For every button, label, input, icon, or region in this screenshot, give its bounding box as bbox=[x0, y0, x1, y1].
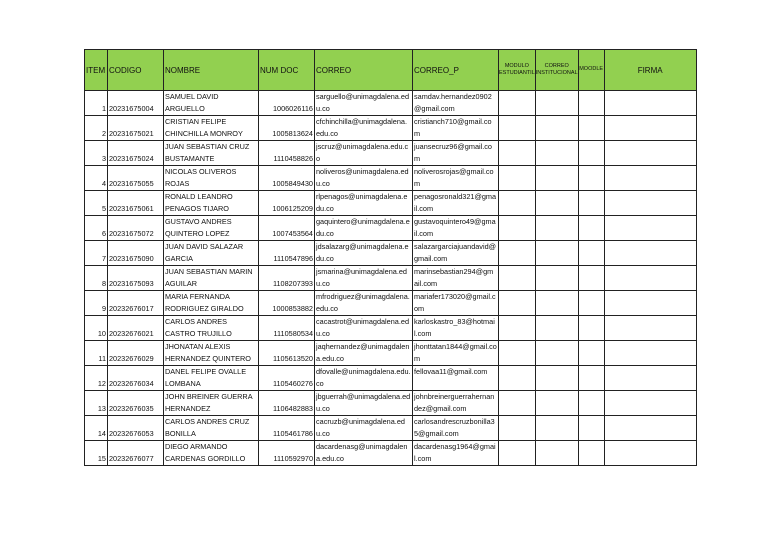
nombre-line-1: JUAN SEBASTIAN CRUZ bbox=[165, 142, 250, 151]
table-body bbox=[85, 91, 697, 466]
modulo-cell bbox=[499, 441, 536, 466]
correo-p-value: carlosandrescruzbonilla35@gmail.com bbox=[414, 417, 495, 438]
correo-cell bbox=[315, 341, 413, 366]
nombre-line-1: JOHN BREINER GUERRA bbox=[165, 392, 253, 401]
correo-cell bbox=[315, 441, 413, 466]
attendance-sheet bbox=[84, 49, 697, 466]
num-doc-cell bbox=[259, 166, 315, 191]
codigo-cell bbox=[108, 266, 164, 291]
correo-institucional-cell bbox=[535, 216, 578, 241]
moodle-cell bbox=[578, 266, 604, 291]
item-value: 7 bbox=[101, 254, 106, 263]
nombre-line-2: ARGUELLO bbox=[165, 104, 205, 113]
firma-cell bbox=[604, 216, 696, 241]
table-row bbox=[85, 291, 697, 316]
modulo-cell bbox=[499, 416, 536, 441]
correo-institucional-cell bbox=[535, 141, 578, 166]
header-item: ITEM bbox=[85, 50, 108, 91]
nombre-line-2: PENAGOS TIJARO bbox=[165, 204, 229, 213]
num-doc-cell bbox=[259, 316, 315, 341]
item-value: 15 bbox=[97, 454, 106, 463]
item-value: 6 bbox=[101, 229, 106, 238]
modulo-cell bbox=[499, 216, 536, 241]
nombre-cell bbox=[164, 166, 259, 191]
item-value: 3 bbox=[101, 154, 106, 163]
moodle-cell bbox=[578, 191, 604, 216]
table-row bbox=[85, 366, 697, 391]
correo-value: noliveros@unimagdalena.edu.co bbox=[316, 167, 409, 188]
correo-cell bbox=[315, 241, 413, 266]
firma-cell bbox=[604, 291, 696, 316]
nombre-line-2: RODRIGUEZ GIRALDO bbox=[165, 304, 244, 313]
num-doc-cell bbox=[259, 416, 315, 441]
correo-p-cell bbox=[413, 216, 499, 241]
nombre-line-1: RONALD LEANDRO bbox=[165, 192, 233, 201]
codigo-cell bbox=[108, 366, 164, 391]
moodle-cell bbox=[578, 441, 604, 466]
item-cell bbox=[85, 416, 108, 441]
codigo-cell bbox=[108, 441, 164, 466]
correo-cell bbox=[315, 366, 413, 391]
item-value: 1 bbox=[101, 104, 106, 113]
correo-p-value: penagosronald321@gmail.com bbox=[414, 192, 497, 213]
codigo-cell bbox=[108, 416, 164, 441]
moodle-cell bbox=[578, 416, 604, 441]
num-doc-cell bbox=[259, 291, 315, 316]
moodle-cell bbox=[578, 141, 604, 166]
table-row bbox=[85, 241, 697, 266]
correo-p-cell bbox=[413, 366, 499, 391]
correo-p-value: gustavoquintero49@gmail.com bbox=[414, 217, 496, 238]
correo-p-value: salazargarciajuandavid@gmail.com bbox=[414, 242, 497, 263]
firma-cell bbox=[604, 366, 696, 391]
moodle-cell bbox=[578, 341, 604, 366]
correo-institucional-cell bbox=[535, 241, 578, 266]
header-correo-institucional: CORREO INSTITUCIONAL bbox=[535, 50, 578, 91]
correo-cell bbox=[315, 191, 413, 216]
codigo-value: 20231675090 bbox=[109, 254, 154, 263]
firma-cell bbox=[604, 166, 696, 191]
nombre-line-2: CASTRO TRUJILLO bbox=[165, 329, 232, 338]
correo-value: gaquintero@unimagdalena.edu.co bbox=[316, 217, 410, 238]
codigo-value: 20231675004 bbox=[109, 104, 154, 113]
codigo-cell bbox=[108, 166, 164, 191]
correo-p-value: karloskastro_83@hotmail.com bbox=[414, 317, 495, 338]
correo-cell bbox=[315, 416, 413, 441]
moodle-cell bbox=[578, 116, 604, 141]
nombre-line-2: CARDENAS GORDILLO bbox=[165, 454, 246, 463]
correo-p-value: dacardenasg1964@gmail.com bbox=[414, 442, 496, 463]
correo-p-cell bbox=[413, 341, 499, 366]
nombre-line-1: NICOLAS OLIVEROS bbox=[165, 167, 237, 176]
firma-cell bbox=[604, 341, 696, 366]
item-value: 5 bbox=[101, 204, 106, 213]
modulo-cell bbox=[499, 141, 536, 166]
table-row bbox=[85, 141, 697, 166]
codigo-cell bbox=[108, 91, 164, 116]
codigo-cell bbox=[108, 316, 164, 341]
nombre-cell bbox=[164, 441, 259, 466]
correo-p-value: marinsebastian294@gmail.com bbox=[414, 267, 494, 288]
nombre-line-2: HERNANDEZ bbox=[165, 404, 211, 413]
item-cell bbox=[85, 266, 108, 291]
nombre-line-2: AGUILAR bbox=[165, 279, 198, 288]
num-doc-value: 1105613520 bbox=[272, 354, 313, 363]
num-doc-value: 1006026116 bbox=[272, 104, 313, 113]
nombre-line-2: ROJAS bbox=[165, 179, 190, 188]
table-row bbox=[85, 266, 697, 291]
correo-p-cell bbox=[413, 441, 499, 466]
num-doc-cell bbox=[259, 141, 315, 166]
num-doc-cell bbox=[259, 241, 315, 266]
modulo-cell bbox=[499, 341, 536, 366]
item-cell bbox=[85, 91, 108, 116]
item-value: 14 bbox=[97, 429, 106, 438]
codigo-value: 20231675093 bbox=[109, 279, 154, 288]
correo-institucional-cell bbox=[535, 441, 578, 466]
correo-value: rlpenagos@unimagdalena.edu.co bbox=[316, 192, 408, 213]
modulo-cell bbox=[499, 366, 536, 391]
codigo-cell bbox=[108, 191, 164, 216]
correo-cell bbox=[315, 266, 413, 291]
firma-cell bbox=[604, 241, 696, 266]
codigo-value: 20232676029 bbox=[109, 354, 154, 363]
correo-p-value: samdav.hernandez0902@gmail.com bbox=[414, 92, 492, 113]
item-value: 2 bbox=[101, 129, 106, 138]
num-doc-value: 1105460276 bbox=[272, 379, 313, 388]
correo-p-cell bbox=[413, 116, 499, 141]
item-cell bbox=[85, 291, 108, 316]
correo-value: dfovalle@unimagdalena.edu.co bbox=[316, 367, 411, 388]
item-value: 12 bbox=[97, 379, 106, 388]
moodle-cell bbox=[578, 391, 604, 416]
nombre-line-1: CARLOS ANDRES CRUZ bbox=[165, 417, 250, 426]
nombre-line-2: BONILLA bbox=[165, 429, 196, 438]
num-doc-cell bbox=[259, 116, 315, 141]
item-cell bbox=[85, 216, 108, 241]
nombre-line-2: GARCIA bbox=[165, 254, 193, 263]
item-value: 9 bbox=[101, 304, 106, 313]
correo-value: jdsalazarg@unimagdalena.edu.co bbox=[316, 242, 409, 263]
firma-cell bbox=[604, 91, 696, 116]
nombre-cell bbox=[164, 216, 259, 241]
num-doc-value: 1005813624 bbox=[272, 129, 313, 138]
codigo-value: 20232676021 bbox=[109, 329, 154, 338]
table-row bbox=[85, 166, 697, 191]
codigo-value: 20232676034 bbox=[109, 379, 154, 388]
num-doc-value: 1106482883 bbox=[272, 404, 313, 413]
student-table bbox=[84, 49, 697, 466]
item-value: 8 bbox=[101, 279, 106, 288]
num-doc-value: 1105461786 bbox=[272, 429, 313, 438]
correo-p-cell bbox=[413, 416, 499, 441]
nombre-line-2: CHINCHILLA MONROY bbox=[165, 129, 243, 138]
nombre-cell bbox=[164, 341, 259, 366]
item-cell bbox=[85, 241, 108, 266]
codigo-value: 20232676077 bbox=[109, 454, 154, 463]
correo-p-value: jhonttatan1844@gmail.com bbox=[414, 342, 497, 363]
codigo-cell bbox=[108, 141, 164, 166]
moodle-cell bbox=[578, 91, 604, 116]
correo-value: jaqhernandez@unimagdalena.edu.co bbox=[316, 342, 410, 363]
correo-institucional-cell bbox=[535, 366, 578, 391]
correo-p-cell bbox=[413, 291, 499, 316]
correo-cell bbox=[315, 116, 413, 141]
nombre-cell bbox=[164, 91, 259, 116]
correo-p-cell bbox=[413, 241, 499, 266]
nombre-cell bbox=[164, 291, 259, 316]
codigo-cell bbox=[108, 341, 164, 366]
correo-p-value: cristianch710@gmail.com bbox=[414, 117, 492, 138]
num-doc-value: 1110458826 bbox=[273, 154, 313, 163]
correo-p-cell bbox=[413, 166, 499, 191]
num-doc-value: 1006125209 bbox=[272, 204, 313, 213]
table-row bbox=[85, 391, 697, 416]
header-nombre: NOMBRE bbox=[164, 50, 259, 91]
codigo-value: 20231675061 bbox=[109, 204, 154, 213]
header-correo-p: CORREO_P bbox=[413, 50, 499, 91]
nombre-line-1: JHONATAN ALEXIS bbox=[165, 342, 231, 351]
item-cell bbox=[85, 191, 108, 216]
correo-cell bbox=[315, 316, 413, 341]
correo-value: sarguello@unimagdalena.edu.co bbox=[316, 92, 410, 113]
nombre-line-1: MARIA FERNANDA bbox=[165, 292, 230, 301]
correo-institucional-cell bbox=[535, 191, 578, 216]
nombre-line-2: HERNANDEZ QUINTERO bbox=[165, 354, 251, 363]
num-doc-value: 1007453564 bbox=[272, 229, 313, 238]
correo-institucional-cell bbox=[535, 166, 578, 191]
num-doc-value: 1110592970 bbox=[273, 454, 313, 463]
moodle-cell bbox=[578, 316, 604, 341]
item-cell bbox=[85, 391, 108, 416]
codigo-value: 20232676017 bbox=[109, 304, 154, 313]
num-doc-value: 1005849430 bbox=[272, 179, 313, 188]
correo-value: dacardenasg@unimagdalena.edu.co bbox=[316, 442, 408, 463]
correo-p-value: noliverosrojas@gmail.com bbox=[414, 167, 494, 188]
codigo-cell bbox=[108, 241, 164, 266]
num-doc-cell bbox=[259, 191, 315, 216]
correo-p-cell bbox=[413, 266, 499, 291]
codigo-cell bbox=[108, 116, 164, 141]
codigo-value: 20232676035 bbox=[109, 404, 154, 413]
item-cell bbox=[85, 166, 108, 191]
moodle-cell bbox=[578, 166, 604, 191]
header-codigo: CODIGO bbox=[108, 50, 164, 91]
nombre-cell bbox=[164, 141, 259, 166]
correo-p-cell bbox=[413, 91, 499, 116]
moodle-cell bbox=[578, 366, 604, 391]
nombre-line-2: LOMBANA bbox=[165, 379, 201, 388]
correo-p-cell bbox=[413, 141, 499, 166]
codigo-cell bbox=[108, 216, 164, 241]
codigo-value: 20231675055 bbox=[109, 179, 154, 188]
codigo-value: 20231675021 bbox=[109, 129, 154, 138]
firma-cell bbox=[604, 266, 696, 291]
modulo-cell bbox=[499, 166, 536, 191]
nombre-line-1: DIEGO ARMANDO bbox=[165, 442, 228, 451]
correo-cell bbox=[315, 166, 413, 191]
num-doc-value: 1108207393 bbox=[272, 279, 313, 288]
item-value: 11 bbox=[98, 354, 106, 363]
firma-cell bbox=[604, 416, 696, 441]
codigo-value: 20232676053 bbox=[109, 429, 154, 438]
item-cell bbox=[85, 366, 108, 391]
nombre-line-1: DANEL FELIPE OVALLE bbox=[165, 367, 247, 376]
modulo-cell bbox=[499, 116, 536, 141]
num-doc-cell bbox=[259, 341, 315, 366]
correo-p-value: juansecruz96@gmail.com bbox=[414, 142, 492, 163]
modulo-cell bbox=[499, 391, 536, 416]
num-doc-cell bbox=[259, 366, 315, 391]
nombre-line-2: QUINTERO LOPEZ bbox=[165, 229, 230, 238]
header-num-doc: NUM DOC bbox=[259, 50, 315, 91]
moodle-cell bbox=[578, 241, 604, 266]
item-value: 13 bbox=[97, 404, 106, 413]
num-doc-cell bbox=[259, 391, 315, 416]
num-doc-cell bbox=[259, 216, 315, 241]
header-row bbox=[85, 50, 697, 91]
item-value: 4 bbox=[101, 179, 106, 188]
correo-cell bbox=[315, 216, 413, 241]
correo-value: mfrodriguez@unimagdalena.edu.co bbox=[316, 292, 410, 313]
firma-cell bbox=[604, 191, 696, 216]
modulo-cell bbox=[499, 316, 536, 341]
modulo-cell bbox=[499, 291, 536, 316]
correo-p-cell bbox=[413, 391, 499, 416]
table-row bbox=[85, 441, 697, 466]
correo-cell bbox=[315, 91, 413, 116]
nombre-line-1: GUSTAVO ANDRES bbox=[165, 217, 232, 226]
header-correo: CORREO bbox=[315, 50, 413, 91]
correo-value: cacastrot@unimagdalena.edu.co bbox=[316, 317, 409, 338]
codigo-value: 20231675072 bbox=[109, 229, 154, 238]
modulo-cell bbox=[499, 91, 536, 116]
correo-p-cell bbox=[413, 191, 499, 216]
firma-cell bbox=[604, 141, 696, 166]
num-doc-value: 1110580534 bbox=[273, 329, 313, 338]
correo-cell bbox=[315, 141, 413, 166]
modulo-cell bbox=[499, 241, 536, 266]
num-doc-cell bbox=[259, 266, 315, 291]
correo-institucional-cell bbox=[535, 266, 578, 291]
num-doc-cell bbox=[259, 441, 315, 466]
nombre-line-1: CRISTIAN FELIPE bbox=[165, 117, 227, 126]
header-moodle: MOODLE bbox=[578, 50, 604, 91]
correo-institucional-cell bbox=[535, 116, 578, 141]
nombre-line-1: CARLOS ANDRES bbox=[165, 317, 228, 326]
item-cell bbox=[85, 141, 108, 166]
correo-institucional-cell bbox=[535, 416, 578, 441]
table-row bbox=[85, 216, 697, 241]
item-cell bbox=[85, 116, 108, 141]
item-value: 10 bbox=[97, 329, 106, 338]
codigo-cell bbox=[108, 291, 164, 316]
nombre-line-1: JUAN SEBASTIAN MARIN bbox=[165, 267, 253, 276]
table-row bbox=[85, 91, 697, 116]
nombre-cell bbox=[164, 116, 259, 141]
nombre-cell bbox=[164, 391, 259, 416]
num-doc-cell bbox=[259, 91, 315, 116]
nombre-cell bbox=[164, 241, 259, 266]
correo-institucional-cell bbox=[535, 341, 578, 366]
header-firma: FIRMA bbox=[604, 50, 696, 91]
nombre-cell bbox=[164, 366, 259, 391]
correo-value: jscruz@unimagdalena.edu.co bbox=[316, 142, 409, 163]
correo-institucional-cell bbox=[535, 91, 578, 116]
nombre-line-1: JUAN DAVID SALAZAR bbox=[165, 242, 244, 251]
correo-cell bbox=[315, 391, 413, 416]
nombre-cell bbox=[164, 191, 259, 216]
correo-institucional-cell bbox=[535, 291, 578, 316]
correo-value: cacruzb@unimagdalena.edu.co bbox=[316, 417, 405, 438]
num-doc-value: 1000853882 bbox=[272, 304, 313, 313]
nombre-cell bbox=[164, 316, 259, 341]
firma-cell bbox=[604, 316, 696, 341]
nombre-cell bbox=[164, 266, 259, 291]
correo-p-cell bbox=[413, 316, 499, 341]
correo-institucional-cell bbox=[535, 391, 578, 416]
table-row bbox=[85, 316, 697, 341]
item-cell bbox=[85, 316, 108, 341]
firma-cell bbox=[604, 116, 696, 141]
firma-cell bbox=[604, 441, 696, 466]
item-cell bbox=[85, 441, 108, 466]
correo-cell bbox=[315, 291, 413, 316]
item-cell bbox=[85, 341, 108, 366]
codigo-value: 20231675024 bbox=[109, 154, 154, 163]
correo-value: jbguerrah@unimagdalena.edu.co bbox=[316, 392, 411, 413]
correo-value: jsmarina@unimagdalena.edu.co bbox=[316, 267, 407, 288]
table-row bbox=[85, 191, 697, 216]
correo-value: cfchinchilla@unimagdalena.edu.co bbox=[316, 117, 407, 138]
modulo-cell bbox=[499, 266, 536, 291]
firma-cell bbox=[604, 391, 696, 416]
correo-institucional-cell bbox=[535, 316, 578, 341]
correo-p-value: johnbreinerguerrahernandez@gmail.com bbox=[414, 392, 495, 413]
nombre-line-1: SAMUEL DAVID bbox=[165, 92, 219, 101]
table-row bbox=[85, 116, 697, 141]
correo-p-value: fellovaa11@gmail.com bbox=[414, 367, 488, 376]
correo-p-value: mariafer173020@gmail.com bbox=[414, 292, 496, 313]
header-modulo: MODULO ESTUDIANTIL bbox=[499, 50, 536, 91]
moodle-cell bbox=[578, 291, 604, 316]
nombre-line-2: BUSTAMANTE bbox=[165, 154, 215, 163]
nombre-cell bbox=[164, 416, 259, 441]
moodle-cell bbox=[578, 216, 604, 241]
table-row bbox=[85, 341, 697, 366]
codigo-cell bbox=[108, 391, 164, 416]
table-row bbox=[85, 416, 697, 441]
num-doc-value: 1110547896 bbox=[273, 254, 313, 263]
modulo-cell bbox=[499, 191, 536, 216]
